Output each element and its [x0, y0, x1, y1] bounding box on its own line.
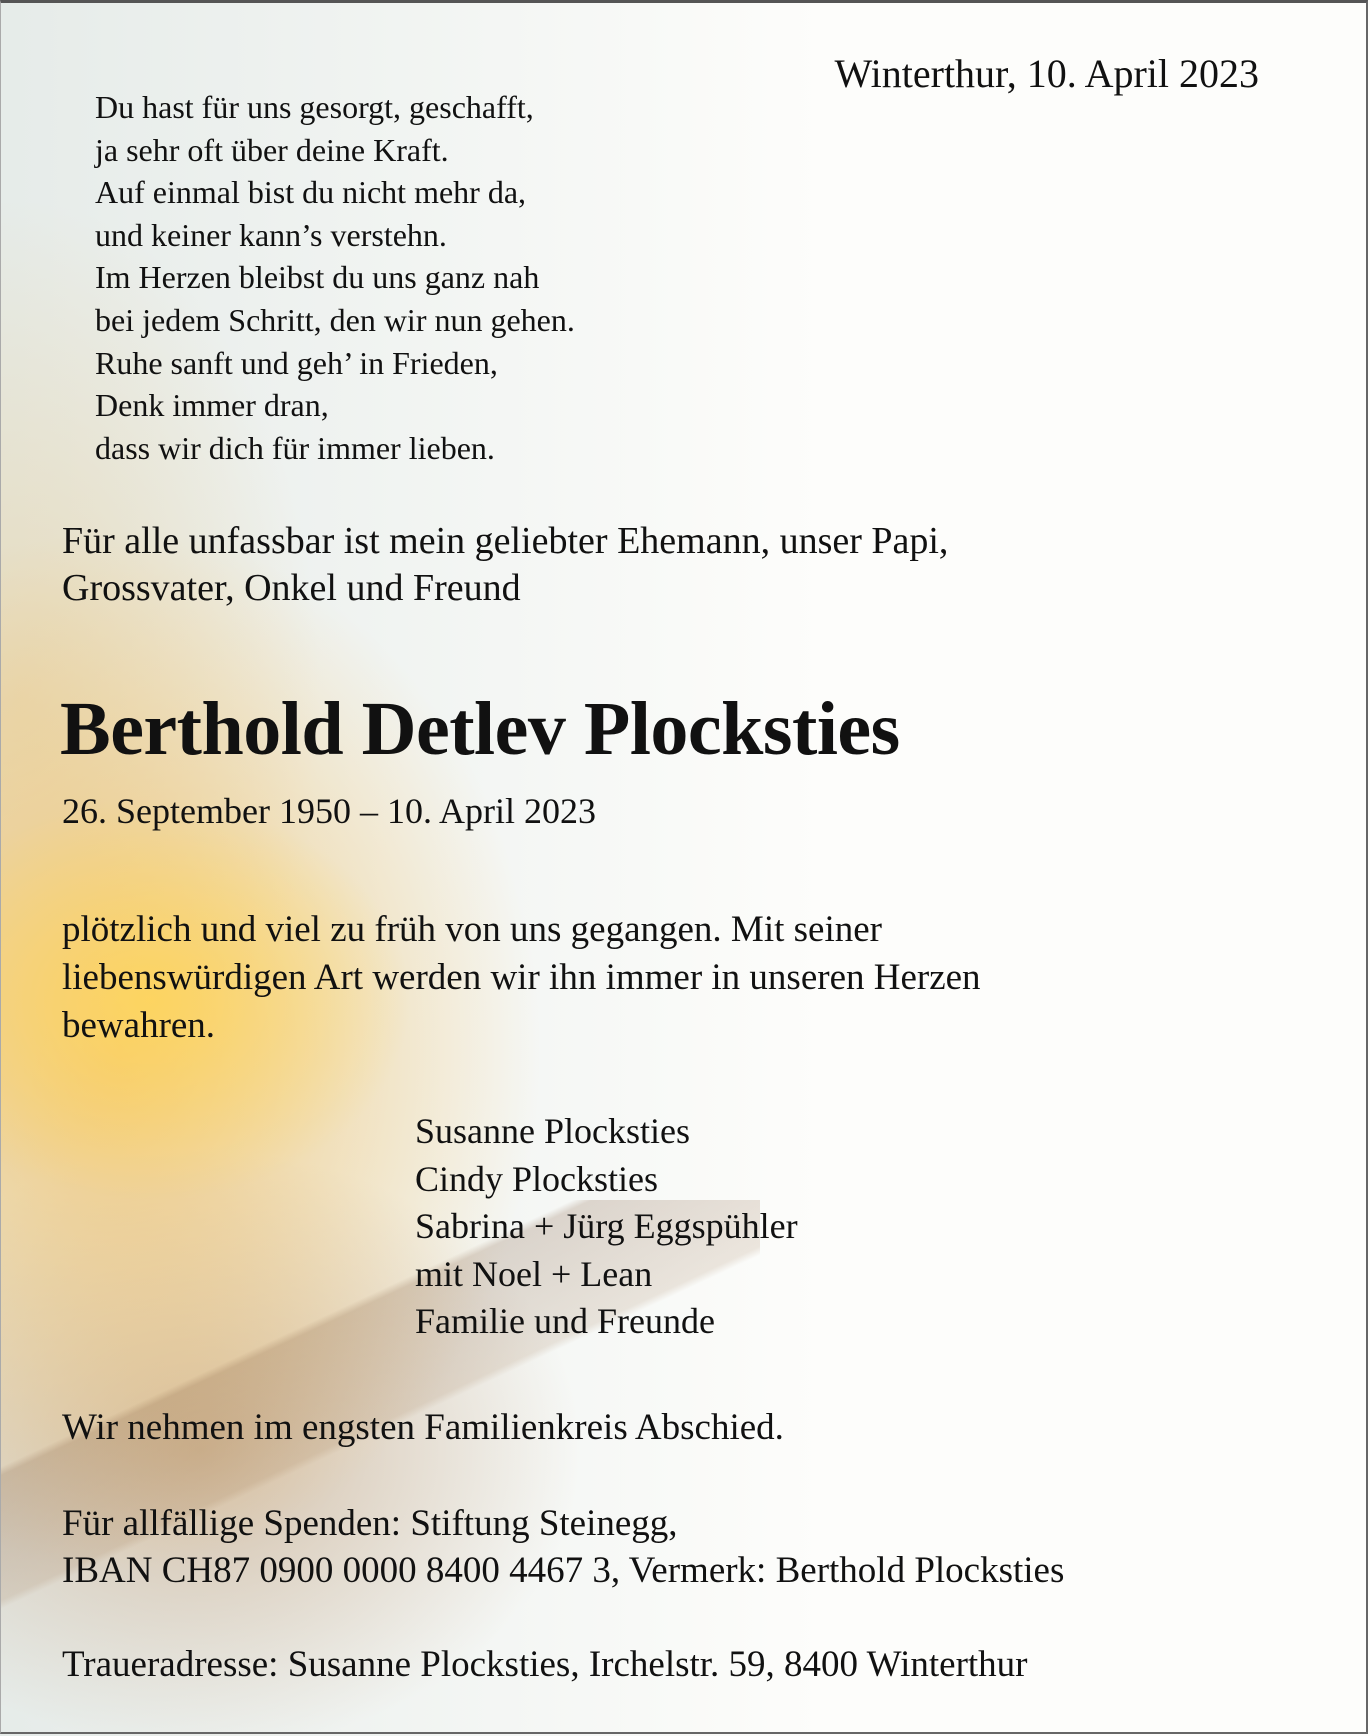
poem	[95, 86, 575, 469]
family-member: mit Noel + Lean	[415, 1253, 653, 1294]
intro-line: Für alle unfassbar ist mein geliebter Ehemann, unser Papi,	[62, 520, 949, 562]
poem-line: Auf einmal bist du nicht mehr da,	[95, 174, 527, 211]
deceased-name: Berthold Detlev Plocksties	[60, 687, 900, 771]
intro-text	[62, 518, 948, 612]
family-member: Familie und Freunde	[415, 1301, 715, 1341]
family-list	[415, 1108, 798, 1346]
family-member: Cindy Plocksties	[415, 1158, 659, 1199]
poem-line: und keiner kann’s verstehn.	[95, 216, 447, 253]
donation-line: IBAN CH87 0900 0000 8400 4467 3, Vermerk: Berthold Plocksties	[62, 1550, 1065, 1591]
place-date: Winterthur, 10. April 2023	[834, 51, 1259, 96]
family-member: Sabrina + Jürg Eggspühler	[415, 1206, 798, 1246]
farewell-note: Wir nehmen im engsten Familienkreis Abschied.	[62, 1407, 784, 1448]
body-line: liebenswürdigen Art werden wir ihn immer in unseren Herzen	[62, 957, 981, 998]
poem-line: Du hast für uns gesorgt, geschafft,	[95, 89, 534, 125]
poem-line: ja sehr oft über deine Kraft.	[95, 131, 449, 168]
mourning-address: Traueradresse: Susanne Plocksties, Irchelstr. 59, 8400 Winterthur	[62, 1644, 1028, 1685]
lifespan-dates: 26. September 1950 – 10. April 2023	[62, 791, 596, 831]
donation-info	[62, 1500, 1064, 1594]
family-member: Susanne Plocksties	[415, 1111, 690, 1151]
poem-line: Im Herzen bleibst du uns ganz nah	[95, 259, 540, 296]
poem-line: bei jedem Schritt, den wir nun gehen.	[95, 301, 575, 338]
poem-line: dass wir dich für immer lieben.	[95, 429, 495, 466]
body-line: plötzlich und viel zu früh von uns gegangen. Mit seiner	[62, 909, 882, 950]
intro-line: Grossvater, Onkel und Freund	[62, 567, 521, 609]
poem-line: Ruhe sanft und geh’ in Frieden,	[95, 344, 498, 381]
donation-line: Für allfällige Spenden: Stiftung Steinegg,	[62, 1503, 678, 1544]
poem-line: Denk immer dran,	[95, 387, 329, 424]
body-line: bewahren.	[62, 1005, 216, 1046]
body-text	[62, 906, 981, 1050]
